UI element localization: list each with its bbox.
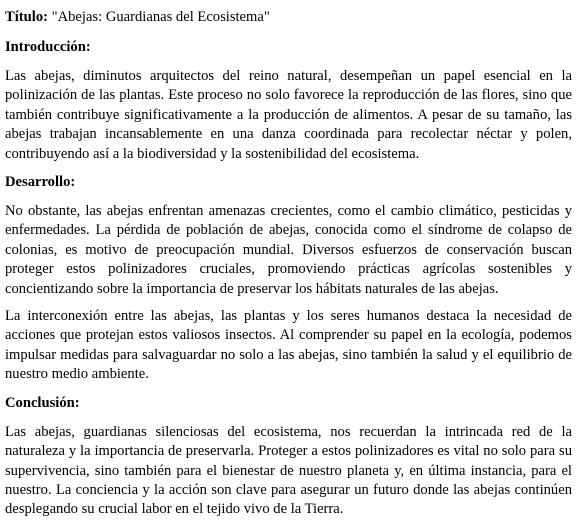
section-heading-desarrollo: Desarrollo: (5, 174, 76, 191)
paragraph-conclusion: Las abejas, guardianas silenciosas del ecosistema, nos recuerdan la intrincada red de la naturaleza y la importancia de preservarla. Proteger a estos polinizadores es vital no solo para su supervivencia, sino también para el bienestar de nuestro planeta y, en última instancia, para el nuestro. La conciencia y la acción son clave para asegurar un futuro donde las abejas continúen desplegando su crucial labor en el tejido vivo de la Tierra. (5, 423, 572, 518)
section-heading-introduccion: Introducción: (5, 39, 91, 55)
document-title (5, 8, 572, 27)
section-heading-conclusion: Conclusión: (5, 394, 80, 411)
document-body (5, 8, 572, 520)
paragraph-introduccion: Las abejas, diminutos arquitectos del reino natural, desempeñan un papel esencial en la polinización de las plantas. Este proceso no solo favorece la reproducción de las flores, sino que también contribuye significativamente a la producción de alimentos. A pesar de su tamaño, las abejas trabajan incansablemente en una danza coordinada para recolectar néctar y polen, contribuyendo así a la biodiversidad y la sostenibilidad del ecosistema. (5, 68, 572, 162)
title-value: "Abejas: Guardianas del Ecosistema" (47, 9, 270, 25)
title-label: Título: (5, 9, 48, 25)
paragraph-desarrollo-2: La interconexión entre las abejas, las plantas y los seres humanos destaca la necesidad de acciones que protejan estos valiosos insectos. Al comprender su papel en la ecología, podemos impulsar medidas para salvaguardar no solo a las abejas, sino también la salud y el equilibrio de nuestro medio ambiente. (5, 308, 572, 383)
paragraph-desarrollo-1: No obstante, las abejas enfrentan amenazas crecientes, como el cambio climático, pesticidas y enfermedades. La pérdida de población de abejas, conocida como el síndrome de colapso de colonias, es motivo de preocupación mundial. Diversos esfuerzos de conservación buscan proteger estos polinizadores cruciales, promoviendo prácticas agrícolas sostenibles y concientizando sobre la importancia de preservar los hábitats naturales de las abejas. (5, 203, 572, 297)
